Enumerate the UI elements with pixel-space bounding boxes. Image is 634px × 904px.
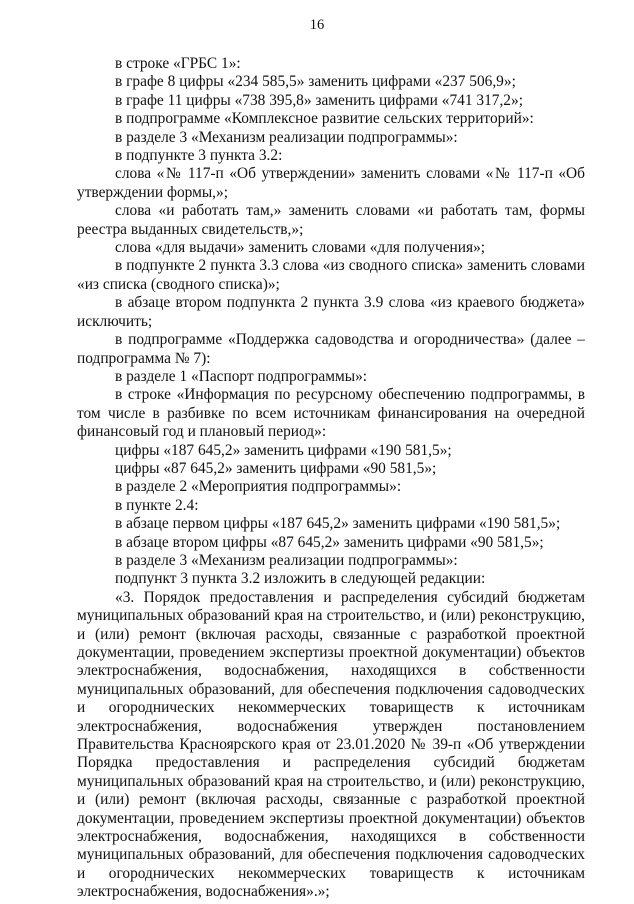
paragraph: в графе 11 цифры «738 395,8» заменить цифрами «741 317,2»; <box>115 91 523 109</box>
paragraph: «3. Порядок предоставления и распределения субсидий бюджетам муниципальных образований края на строительство, и (или) реконструкцию, и (или) ремонт (включая расходы, связанные с разработкой проектной документации, проведением экспертизы проектной документации) объектов электроснабжения, водоснабжения, находящихся в собственности муниципальных образований, для обеспечения подключения садоводческих и огороднических некоммерческих товариществ к источникам электроснабжения, водоснабжения утвержден постановлением Правительства Красноярского края от 23.01.2020 № 39-п «Об утверждении Порядка предоставления и распределения субсидий бюджетам муниципальных образований края на строительство, и (или) реконструкцию, и (или) ремонт (включая расходы, связанные с разработкой проектной документации, проведением экспертизы проектной документации) объектов электроснабжения, водоснабжения, находящихся в собственности муниципальных образований, для обеспечения подключения садоводческих и огороднических некоммерческих товариществ к источникам электроснабжения, водоснабжения».»; <box>77 588 585 901</box>
paragraph: в абзаце втором цифры «87 645,2» заменить цифрами «90 581,5»; <box>115 533 544 551</box>
paragraph: в абзаце втором подпункта 2 пункта 3.9 слова «из краевого бюджета» исключить; <box>77 294 585 330</box>
paragraph: в строке «Информация по ресурсному обеспечению подпрограммы, в том числе в разбивке по всем источникам финансирования на очередной финансовый год и плановый период»: <box>77 386 585 441</box>
paragraph: в разделе 3 «Механизм реализации подпрограммы»: <box>115 551 458 569</box>
paragraph: в абзаце первом цифры «187 645,2» заменить цифрами «190 581,5»; <box>115 515 561 533</box>
paragraph: подпункт 3 пункта 3.2 изложить в следующей редакции: <box>115 570 486 588</box>
paragraph: слова «для выдачи» заменить словами «для получения»; <box>115 239 486 257</box>
page-number: 16 <box>309 17 325 33</box>
paragraph: в подпрограмме «Комплексное развитие сельских территорий»: <box>115 110 534 128</box>
document-body <box>77 55 585 902</box>
paragraph: в разделе 1 «Паспорт подпрограммы»: <box>115 367 368 385</box>
paragraph: в разделе 2 «Мероприятия подпрограммы»: <box>115 478 402 496</box>
paragraph: в строке «ГРБС 1»: <box>115 55 241 72</box>
paragraph: в подпрограмме «Поддержка садоводства и огородничества» (далее – подпрограмма № 7): <box>77 331 585 367</box>
paragraph: в подпункте 2 пункта 3.3 слова «из сводного списка» заменить словами «из списка (сводного списка)»; <box>77 257 585 293</box>
paragraph: цифры «187 645,2» заменить цифрами «190 581,5»; <box>115 441 452 459</box>
paragraph: слова «№ 117-п «Об утверждении» заменить словами «№ 117-п «Об утверждении формы,»; <box>77 165 585 201</box>
paragraph: в подпункте 3 пункта 3.2: <box>115 147 283 165</box>
paragraph: в пункте 2.4: <box>115 496 199 514</box>
paragraph: слова «и работать там,» заменить словами «и работать там, формы реестра выданных свидетельств,»; <box>77 202 585 238</box>
paragraph: цифры «87 645,2» заменить цифрами «90 581,5»; <box>115 459 437 477</box>
paragraph: в разделе 3 «Механизм реализации подпрограммы»: <box>115 128 458 146</box>
paragraph: в графе 8 цифры «234 585,5» заменить цифрами «237 506,9»; <box>115 73 516 91</box>
